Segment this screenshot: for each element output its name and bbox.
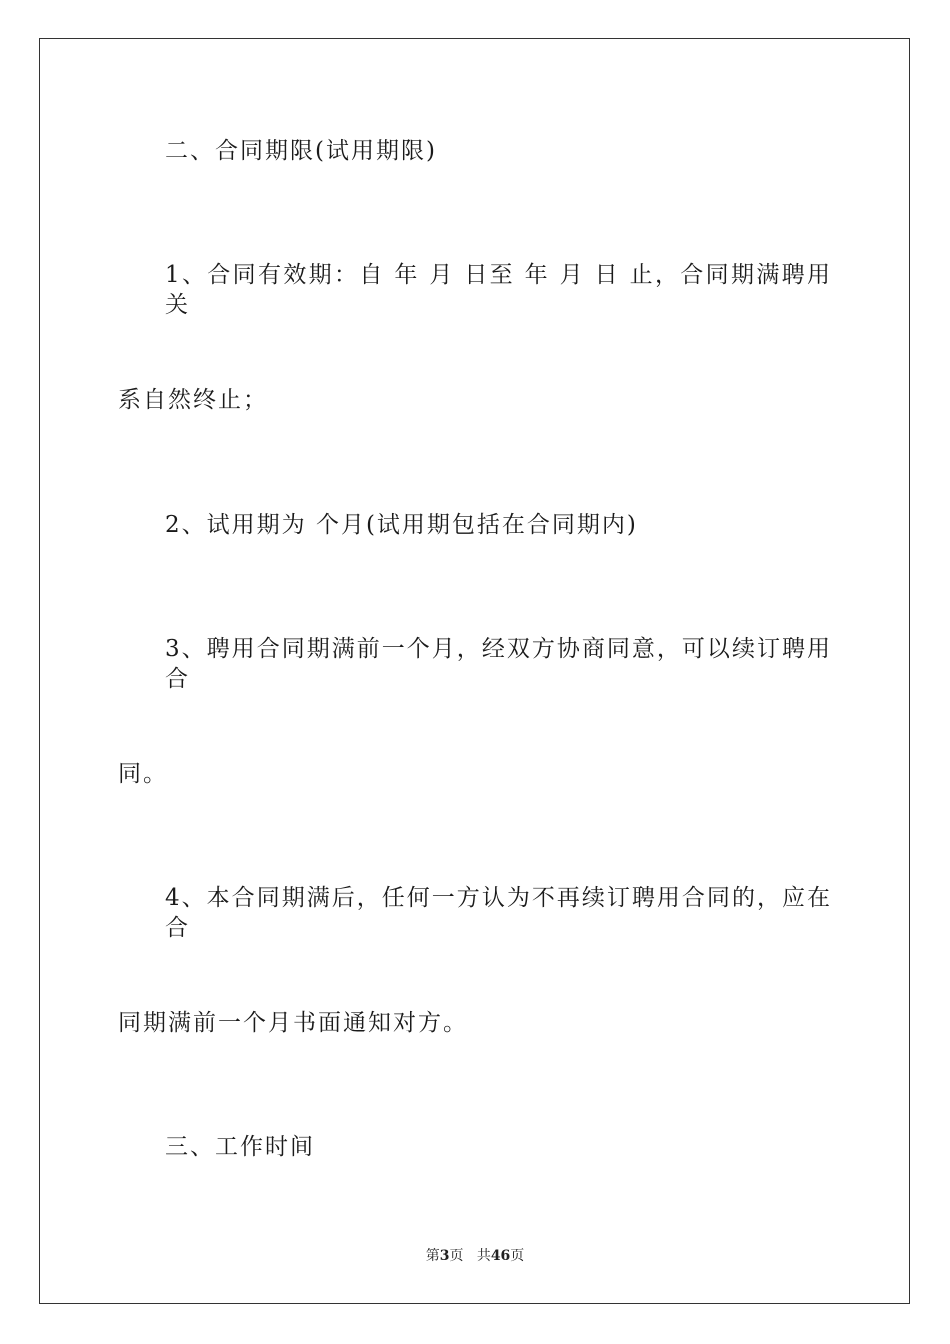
clause-4-termination-line-1: 4、本合同期满后，任何一方认为不再续订聘用合同的，应在合 (165, 885, 832, 941)
clause-3-renewal-line-1: 3、聘用合同期满前一个月，经双方协商同意，可以续订聘用合 (165, 636, 832, 692)
footer-page-number: 3 (439, 1248, 450, 1264)
footer-total-pages: 46 (490, 1248, 511, 1264)
clause-1-validity-line-2: 系自然终止； (118, 387, 268, 413)
section-heading-contract-term: 二、合同期限(试用期限) (165, 138, 437, 164)
footer-total-suffix: 页 (510, 1248, 525, 1264)
footer-page-prefix: 第 (425, 1248, 440, 1264)
clause-1-validity-line-1: 1、合同有效期：自 年 月 日至 年 月 日 止，合同期满聘用关 (165, 262, 832, 318)
section-heading-working-hours: 三、工作时间 (165, 1134, 315, 1160)
page-footer (0, 1246, 950, 1266)
clause-3-renewal-line-2: 同。 (118, 761, 168, 787)
clause-4-termination-line-2: 同期满前一个月书面通知对方。 (118, 1010, 468, 1036)
footer-total-prefix: 共 (476, 1248, 491, 1264)
clause-2-probation: 2、试用期为 个月(试用期包括在合同期内) (165, 512, 638, 538)
footer-page-suffix: 页 (449, 1248, 464, 1264)
